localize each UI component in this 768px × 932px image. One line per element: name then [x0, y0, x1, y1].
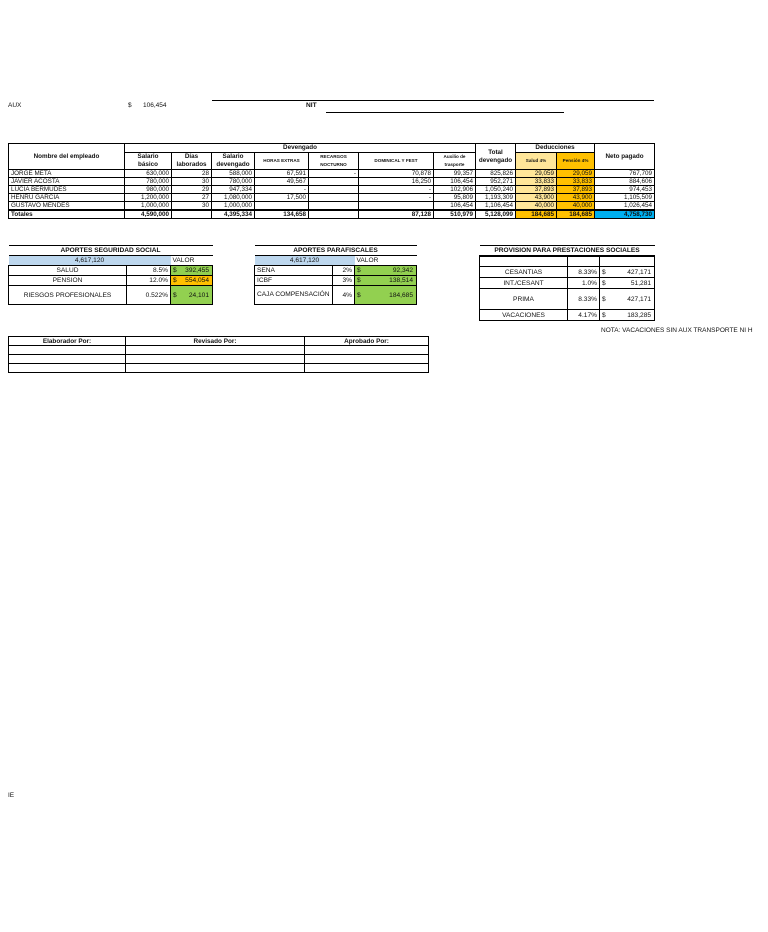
table-cell: 33,833 [516, 178, 557, 186]
amount: 138,514 [389, 277, 414, 284]
col-auxilio: Auxilio de trasporte [434, 153, 476, 170]
payroll-table [8, 143, 655, 219]
col-sal-dev: Salario devengado [212, 153, 255, 170]
item-percent: 8.33% [568, 289, 600, 310]
item-percent: 2% [333, 266, 355, 276]
table-cell: LUCIA BERMUDES [9, 186, 125, 194]
currency-symbol: $ [602, 311, 606, 319]
table-cell: 49,567 [255, 178, 309, 186]
table-cell [172, 210, 212, 219]
currency-symbol: $ [602, 268, 606, 276]
list-item [480, 310, 655, 321]
item-value [600, 310, 655, 321]
item-label: SENA [255, 266, 333, 276]
table-cell: 37,893 [516, 186, 557, 194]
table-cell: 33,833 [557, 178, 595, 186]
parafiscales-base: 4,617,120 [255, 256, 355, 266]
provision-note: NOTA: VACACIONES SIN AUX TRANSPORTE NI H [601, 327, 753, 334]
table-cell: 184,685 [557, 210, 595, 219]
col-salud: Salud 4% [516, 153, 557, 170]
item-label: INT./CESANT [480, 278, 568, 289]
revisado-cell[interactable] [126, 364, 305, 373]
currency-symbol: $ [357, 291, 361, 299]
table-cell: HENRU GARCIA [9, 194, 125, 202]
table-cell [309, 178, 359, 186]
table-cell: 588,000 [212, 170, 255, 178]
totals-row [9, 210, 655, 219]
item-percent: 12.0% [127, 276, 171, 286]
table-cell: 95,809 [434, 194, 476, 202]
nit-line [326, 112, 564, 113]
table-cell: 1,026,454 [595, 202, 655, 211]
revisado-cell[interactable] [126, 355, 305, 364]
col-deducciones: Deducciones [516, 144, 595, 153]
table-cell: - [255, 186, 309, 194]
table-cell: 1,106,454 [476, 202, 516, 211]
item-label: PRIMA [480, 289, 568, 310]
aprobado-label: Aprobado Por: [305, 337, 429, 346]
item-value [600, 289, 655, 310]
table-cell: 30 [172, 202, 212, 211]
seg-social-table [8, 245, 213, 305]
item-label: RIESGOS PROFESIONALES [9, 286, 127, 305]
table-cell: Totales [9, 210, 125, 219]
amount: 554,054 [185, 277, 209, 284]
table-cell: 510,979 [434, 210, 476, 219]
item-percent: 1.0% [568, 278, 600, 289]
table-cell: 134,658 [255, 210, 309, 219]
item-label: CESANTIAS [480, 267, 568, 278]
table-cell: 106,454 [434, 178, 476, 186]
currency-symbol: $ [173, 277, 177, 284]
table-cell: 780,000 [212, 178, 255, 186]
list-item [255, 286, 417, 305]
seg-social-valor-label: VALOR [171, 256, 213, 266]
item-value [171, 276, 213, 286]
list-item [480, 267, 655, 278]
table-row [9, 178, 655, 186]
parafiscales-valor-label: VALOR [355, 256, 417, 266]
table-row [9, 194, 655, 202]
table-cell: GUSTAVO MENDES [9, 202, 125, 211]
col-recargos: RECARGOS NOCTURNO [309, 153, 359, 170]
item-value [171, 266, 213, 276]
provision-table [479, 245, 655, 321]
table-cell: 28 [172, 170, 212, 178]
table-cell: 952,271 [476, 178, 516, 186]
table-cell: - [359, 194, 434, 202]
col-salario: Salario básico [125, 153, 172, 170]
amount: 427,171 [627, 268, 652, 276]
table-cell: 1,000,000 [125, 202, 172, 211]
amount: 184,685 [389, 291, 414, 299]
table-cell: 99,357 [434, 170, 476, 178]
item-label: SALUD [9, 266, 127, 276]
table-row [9, 202, 655, 211]
table-cell [309, 194, 359, 202]
table-cell: 4,395,334 [212, 210, 255, 219]
table-cell [255, 202, 309, 211]
table-cell: 1,193,309 [476, 194, 516, 202]
elaborado-cell[interactable] [9, 346, 126, 355]
item-label: PENSION [9, 276, 127, 286]
table-cell: 29,059 [557, 170, 595, 178]
aux-value: 106,454 [143, 102, 167, 109]
aprobado-cell[interactable] [305, 364, 429, 373]
aprobado-cell[interactable] [305, 346, 429, 355]
item-label: VACACIONES [480, 310, 568, 321]
currency-symbol: $ [357, 277, 361, 284]
currency-symbol: $ [173, 291, 177, 299]
table-cell: JORGE META [9, 170, 125, 178]
table-row [9, 170, 655, 178]
item-value [355, 276, 417, 286]
list-item [480, 289, 655, 310]
table-cell: 106,454 [434, 202, 476, 211]
table-cell: 16,250 [359, 178, 434, 186]
table-cell: 1,200,000 [125, 194, 172, 202]
table-cell [359, 202, 434, 211]
table-cell: 43,900 [516, 194, 557, 202]
item-percent: 8.33% [568, 267, 600, 278]
amount: 427,171 [627, 295, 652, 303]
table-cell: 29 [172, 186, 212, 194]
table-cell: 780,000 [125, 178, 172, 186]
table-cell: 825,826 [476, 170, 516, 178]
table-cell: 87,128 [359, 210, 434, 219]
table-cell: 29,059 [516, 170, 557, 178]
amount: 24,101 [188, 291, 209, 299]
item-value [600, 278, 655, 289]
list-item [9, 286, 213, 305]
list-item [9, 266, 213, 276]
list-item [255, 276, 417, 286]
table-cell: 4,590,000 [125, 210, 172, 219]
table-cell: 4,758,730 [595, 210, 655, 219]
table-cell: 1,105,509 [595, 194, 655, 202]
currency-symbol: $ [357, 267, 361, 274]
elaborado-cell[interactable] [9, 364, 126, 373]
col-horas: HORAS EXTRAS [255, 153, 309, 170]
item-label: CAJA COMPENSACIÓN [255, 286, 333, 305]
table-cell [309, 202, 359, 211]
col-dominical: DOMINICAL Y FEST [359, 153, 434, 170]
item-percent: 3% [333, 276, 355, 286]
amount: 51,281 [630, 279, 652, 287]
amount: 183,285 [627, 311, 652, 319]
elaborado-cell[interactable] [9, 355, 126, 364]
table-cell: 67,591 [255, 170, 309, 178]
footer-ie: IE [8, 792, 15, 799]
item-value [600, 267, 655, 278]
item-value [355, 266, 417, 276]
table-cell: - [359, 186, 434, 194]
table-cell: JAVIER ACOSTA [9, 178, 125, 186]
table-cell: 947,334 [212, 186, 255, 194]
table-cell: - [309, 170, 359, 178]
revisado-label: Revisado Por: [126, 337, 305, 346]
revisado-cell[interactable] [126, 346, 305, 355]
table-row [9, 186, 655, 194]
table-cell: 43,900 [557, 194, 595, 202]
table-cell [309, 186, 359, 194]
table-cell: 5,128,099 [476, 210, 516, 219]
table-cell: 980,000 [125, 186, 172, 194]
item-value [355, 286, 417, 305]
table-cell: 184,685 [516, 210, 557, 219]
amount: 392,455 [185, 267, 209, 274]
table-cell: 27 [172, 194, 212, 202]
table-cell: 1,000,000 [212, 202, 255, 211]
table-cell: 40,000 [516, 202, 557, 211]
col-devengado: Devengado [125, 144, 476, 153]
seg-social-title: APORTES SEGURIDAD SOCIAL [9, 246, 213, 256]
currency-symbol: $ [602, 279, 606, 287]
table-cell: 37,893 [557, 186, 595, 194]
list-item [255, 266, 417, 276]
aux-currency: $ [128, 102, 132, 109]
parafiscales-table [254, 245, 417, 305]
table-cell: 630,000 [125, 170, 172, 178]
aprobado-cell[interactable] [305, 355, 429, 364]
item-percent: 0.522% [127, 286, 171, 305]
top-line [212, 100, 654, 101]
table-cell [309, 210, 359, 219]
item-label: ICBF [255, 276, 333, 286]
table-cell: 974,453 [595, 186, 655, 194]
list-item [480, 278, 655, 289]
aux-label: AUX [8, 102, 22, 109]
col-total: Total devengado [476, 144, 516, 170]
provision-title: PROVISION PARA PRESTACIONES SOCIALES [480, 246, 655, 257]
table-cell: 1,050,240 [476, 186, 516, 194]
col-neto: Neto pagado [595, 144, 655, 170]
item-value [171, 286, 213, 305]
col-dias: Días laborados [172, 153, 212, 170]
currency-symbol: $ [173, 267, 177, 274]
elaborado-label: Elaborador Por: [9, 337, 126, 346]
item-percent: 8.5% [127, 266, 171, 276]
table-cell: 884,606 [595, 178, 655, 186]
table-cell: 30 [172, 178, 212, 186]
amount: 92,342 [392, 267, 414, 274]
table-cell: 102,906 [434, 186, 476, 194]
seg-social-base: 4,617,120 [9, 256, 171, 266]
signature-table [8, 336, 429, 373]
nit-label: NIT [306, 102, 317, 109]
item-percent: 4% [333, 286, 355, 305]
table-cell: 70,878 [359, 170, 434, 178]
table-cell: 767,709 [595, 170, 655, 178]
table-cell: 1,080,000 [212, 194, 255, 202]
currency-symbol: $ [602, 295, 606, 303]
table-cell: 17,500 [255, 194, 309, 202]
parafiscales-title: APORTES PARAFISCALES [255, 246, 417, 256]
table-cell: 40,000 [557, 202, 595, 211]
col-nombre: Nombre del empleado [9, 144, 125, 170]
col-pension: Pensión 4% [557, 153, 595, 170]
item-percent: 4.17% [568, 310, 600, 321]
list-item [9, 276, 213, 286]
